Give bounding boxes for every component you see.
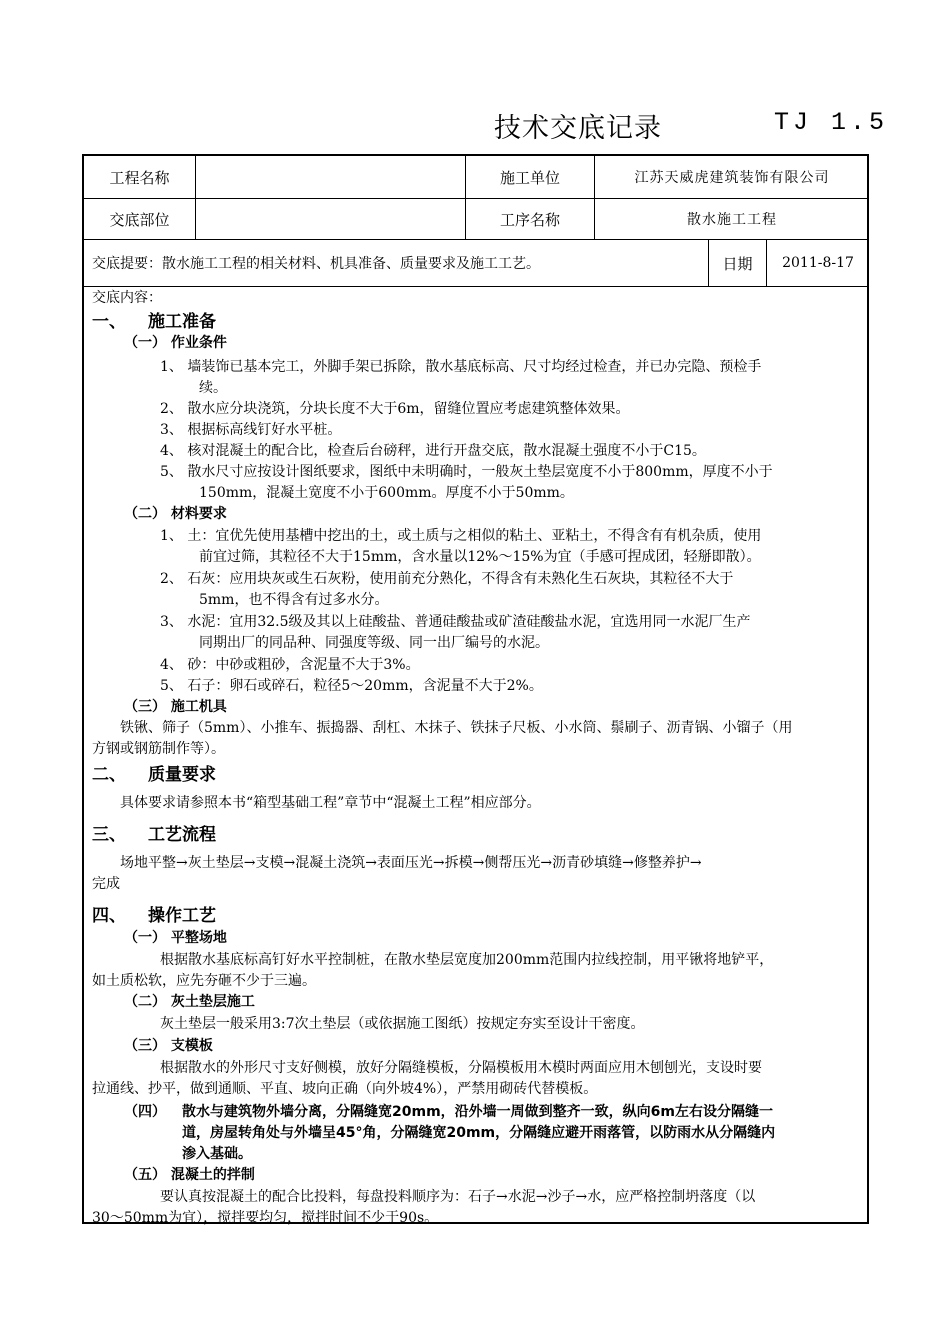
list-item: 150mm，混凝土宽度不小于600mm。厚度不小于50mm。 — [199, 485, 574, 501]
paragraph-line: 拉通线、抄平，做到通顺、平直、坡向正确（向外坡4%），严禁用砌砖代替模板。 — [92, 1081, 598, 1097]
subsection-heading: （五） 混凝土的拌制 — [124, 1167, 255, 1183]
paragraph-line: 铁锹、筛子（5mm）、小推车、振捣器、刮杠、木抹子、铁抹子尺板、小水筒、鬃刷子、沥青锅、小镏子（用 — [120, 720, 793, 736]
document-title: 技术交底记录 — [494, 113, 662, 144]
subsection-heading: （二） 灰土垫层施工 — [124, 994, 255, 1010]
subsection-heading: （一） 作业条件 — [124, 335, 227, 351]
section-title: 操作工艺 — [148, 906, 216, 926]
paragraph-line: 完成 — [92, 876, 120, 892]
bold-paragraph-line: 道，房屋转角处与外墙呈45°角，分隔缝宽20mm，分隔缝应避开雨落管，以防雨水从分隔缝内 — [182, 1125, 776, 1141]
bold-paragraph-line: 散水与建筑物外墙分离，分隔缝宽20mm，沿外墙一周做到整齐一致，纵向6m左右设分隔缝一 — [182, 1104, 773, 1120]
subsection-heading: （一） 平整场地 — [124, 930, 227, 946]
process-value: 散水施工工程 — [687, 212, 777, 228]
section-number: 一、 — [92, 312, 126, 332]
section-title: 工艺流程 — [148, 825, 216, 845]
part-label: 交底部位 — [109, 210, 170, 229]
section-heading — [92, 906, 392, 927]
list-item: 2、 散水应分块浇筑，分块长度不大于6m，留缝位置应考虑建筑整体效果。 — [160, 401, 630, 417]
paragraph-line: 30～50mm为宜），搅拌要均匀，搅拌时间不少于90s。 — [92, 1210, 439, 1226]
list-item: 3、 水泥：宜用32.5级及其以上硅酸盐、普通硅酸盐或矿渣硅酸盐水泥，宜选用同一水泥厂生产 — [160, 614, 751, 630]
content-intro: 交底内容： — [92, 290, 162, 306]
contractor-value: 江苏天威虎建筑装饰有限公司 — [634, 170, 830, 186]
bold-paragraph-line: 渗入基础。 — [182, 1146, 252, 1162]
subsection-label: （四） — [124, 1104, 166, 1120]
record-sheet — [82, 154, 869, 1224]
date-label: 日期 — [722, 254, 753, 273]
subsection-heading: （二） 材料要求 — [124, 506, 227, 522]
section-number: 三、 — [92, 825, 126, 845]
paragraph-line: 要认真按混凝土的配合比投料，每盘投料顺序为：石子→水泥→沙子→水，应严格控制坍落度（以 — [160, 1189, 756, 1205]
list-item: 前宜过筛，其粒径不大于15mm，含水量以12%～15%为宜（手感可捏成团，轻掰即散）。 — [199, 549, 761, 565]
project-name-value — [196, 156, 465, 198]
list-item: 4、 砂：中砂或粗砂，含泥量不大于3%。 — [160, 657, 420, 673]
section-title: 施工准备 — [148, 312, 216, 332]
disclosure-content — [84, 287, 867, 1226]
paragraph-line: 如土质松软，应先夯砸不少于三遍。 — [92, 973, 316, 989]
paragraph-line: 根据散水基底标高钉好水平控制桩，在散水垫层宽度加200mm范围内拉线控制，用平锹将地铲平， — [160, 952, 774, 968]
paragraph-line: 场地平整→灰土垫层→支模→混凝土浇筑→表面压光→拆模→侧帮压光→沥青砂填缝→修整养护→ — [120, 855, 702, 871]
paragraph-line: 方钢或钢筋制作等）。 — [92, 741, 225, 757]
section-number: 四、 — [92, 906, 126, 926]
list-item: 1、 土：宜优先使用基槽中挖出的土，或土质与之相似的粘土、亚粘土，不得含有有机杂质，使用 — [160, 528, 762, 544]
date-value: 2011-8-17 — [782, 255, 854, 271]
document-code: TJ 1.5 — [774, 108, 889, 137]
list-item: 2、 石灰：应用块灰或生石灰粉，使用前充分熟化，不得含有未熟化生石灰块，其粒径不大于 — [160, 571, 734, 587]
summary-text: 交底提要：散水施工工程的相关材料、机具准备、质量要求及施工工艺。 — [92, 256, 540, 272]
subsection-heading: （三） 支模板 — [124, 1038, 213, 1054]
list-item: 续。 — [199, 380, 227, 396]
paragraph-line: 灰土垫层一般采用3:7次土垫层（或依据施工图纸）按规定夯实至设计干密度。 — [160, 1016, 645, 1032]
contractor-label: 施工单位 — [499, 168, 560, 187]
list-item: 4、 核对混凝土的配合比，检查后台磅秤，进行开盘交底，散水混凝土强度不小于C15。 — [160, 443, 706, 459]
section-title: 质量要求 — [148, 765, 216, 785]
process-label: 工序名称 — [499, 210, 560, 229]
list-item: 3、 根据标高线钉好水平桩。 — [160, 422, 342, 438]
paragraph-line: 具体要求请参照本书“箱型基础工程”章节中“混凝土工程”相应部分。 — [120, 795, 541, 811]
section-heading — [92, 825, 392, 846]
list-item: 1、 墙装饰已基本完工，外脚手架已拆除，散水基底标高、尺寸均经过检查，并已办完隐、预检手 — [160, 359, 762, 375]
list-item: 同期出厂的同品种、同强度等级、同一出厂编号的水泥。 — [199, 635, 549, 651]
section-heading — [92, 765, 392, 786]
subsection-heading: （三） 施工机具 — [124, 699, 227, 715]
project-name-label: 工程名称 — [109, 168, 170, 187]
list-item: 5、 石子：卵石或碎石，粒径5～20mm，含泥量不大于2%。 — [160, 678, 543, 694]
list-item: 5mm，也不得含有过多水分。 — [199, 592, 389, 608]
section-number: 二、 — [92, 765, 126, 785]
list-item: 5、 散水尺寸应按设计图纸要求，图纸中未明确时，一般灰土垫层宽度不小于800mm，厚度不小于 — [160, 464, 773, 480]
part-value — [196, 199, 465, 239]
paragraph-line: 根据散水的外形尺寸支好侧模，放好分隔缝模板，分隔模板用木模时两面应用木刨刨光，支设时要 — [160, 1060, 762, 1076]
section-heading — [92, 312, 392, 333]
